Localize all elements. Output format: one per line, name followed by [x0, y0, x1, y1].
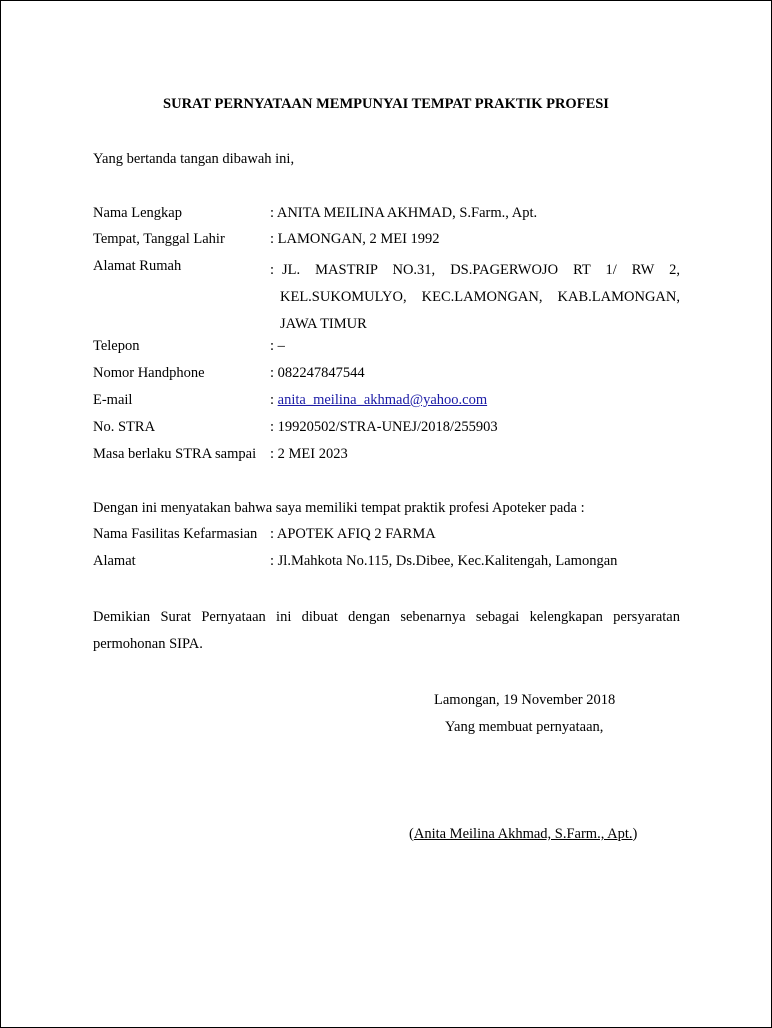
stra-label: No. STRA [93, 419, 156, 435]
facility-address-value: : Jl.Mahkota No.115, Ds.Dibee, Kec.Kalitengah, Lamongan [270, 553, 618, 569]
stra-valid-label: Masa berlaku STRA sampai [93, 446, 257, 462]
document-title: SURAT PERNYATAAN MEMPUNYAI TEMPAT PRAKTIK PROFESI [163, 96, 609, 112]
phone-label: Telepon [93, 338, 140, 354]
intro-text: Yang bertanda tangan dibawah ini, [93, 151, 295, 167]
mobile-value: : 082247847544 [270, 365, 365, 381]
email-colon: : [270, 392, 278, 408]
signature-name [409, 825, 637, 843]
name-label: Nama Lengkap [93, 205, 182, 221]
statement-text: Dengan ini menyatakan bahwa saya memiliki tempat praktik profesi Apoteker pada : [93, 500, 585, 516]
birth-label: Tempat, Tanggal Lahir [93, 231, 225, 247]
signature-maker: Yang membuat pernyataan, [445, 719, 604, 735]
facility-address-label: Alamat [93, 553, 136, 569]
signature-close-paren: ) [632, 826, 638, 842]
signature-open-paren: ( [409, 826, 414, 842]
email-link[interactable]: anita_meilina_akhmad@yahoo.com [277, 392, 488, 408]
address-label: Alamat Rumah [93, 258, 182, 274]
place-date: Lamongan, 19 November 2018 [434, 692, 616, 708]
name-value: : ANITA MEILINA AKHMAD, S.Farm., Apt. [270, 205, 538, 221]
closing-paragraph [93, 604, 680, 658]
stra-valid-value: : 2 MEI 2023 [270, 446, 348, 462]
address-colon: : [270, 262, 275, 278]
address-line-2: KEL.SUKOMULYO, KEC.LAMONGAN, KAB.LAMONGAN, [280, 289, 680, 305]
address-line-3: JAWA TIMUR [280, 316, 367, 332]
address-value [270, 257, 680, 338]
signature-name-text: Anita Meilina Akhmad, S.Farm., Apt. [413, 826, 633, 842]
closing-line-2: permohonan SIPA. [93, 636, 203, 652]
email-row [270, 391, 487, 409]
stra-value: : 19920502/STRA-UNEJ/2018/255903 [270, 419, 498, 435]
facility-name-label: Nama Fasilitas Kefarmasian [93, 526, 258, 542]
mobile-label: Nomor Handphone [93, 365, 205, 381]
address-line-1: JL. MASTRIP NO.31, DS.PAGERWOJO RT 1/ RW 2, [282, 262, 680, 278]
facility-name-value: : APOTEK AFIQ 2 FARMA [270, 526, 436, 542]
closing-line-1: Demikian Surat Pernyataan ini dibuat dengan sebenarnya sebagai kelengkapan persyaratan [93, 609, 680, 625]
email-label: E-mail [93, 392, 133, 408]
birth-value: : LAMONGAN, 2 MEI 1992 [270, 231, 440, 247]
phone-value: : – [270, 338, 285, 354]
